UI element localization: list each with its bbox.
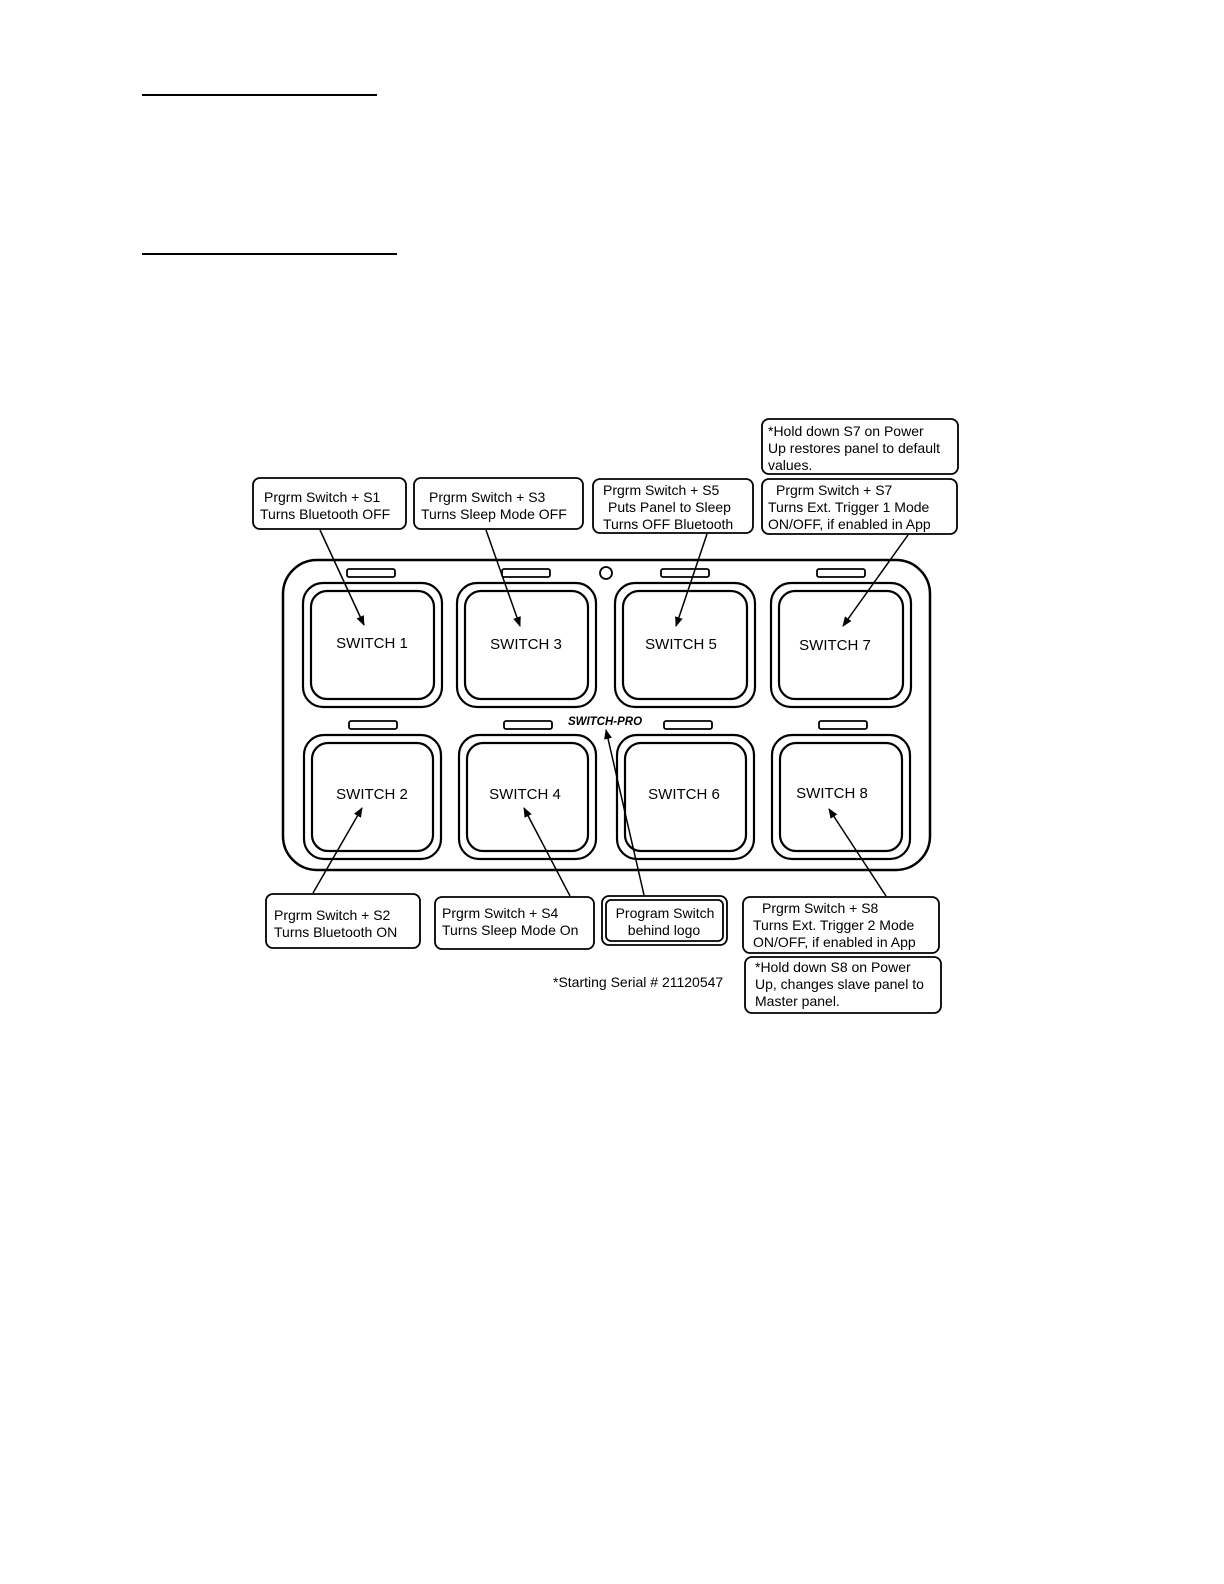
callout-s7-note — [762, 419, 958, 474]
switch-7[interactable] — [771, 583, 911, 707]
svg-text:Prgrm Switch + S7Turns Ext. Tr: Prgrm Switch + S7 Turns Ext. Trigger 1 Mode ON/OFF, if enabled in App — [768, 482, 931, 532]
svg-text:Prgrm Switch + S4Turns Sleep M: Prgrm Switch + S4 Turns Sleep Mode On — [442, 905, 579, 938]
switch-8[interactable] — [772, 735, 910, 859]
svg-text:Prgrm Switch + S5Puts Panel to: Prgrm Switch + S5 Puts Panel to Sleep Turns OFF Bluetooth — [603, 482, 734, 532]
led-indicator-s1 — [347, 569, 395, 577]
switch-3-label: SWITCH 3 — [490, 636, 562, 653]
switch-6-label: SWITCH 6 — [648, 786, 720, 803]
switch-1[interactable] — [303, 583, 442, 707]
svg-text:Program Switchbehind logo: Program Switch behind logo — [615, 905, 715, 938]
switch-4-label: SWITCH 4 — [489, 786, 561, 803]
svg-text:Prgrm Switch + S8Turns Ext. Tr: Prgrm Switch + S8 Turns Ext. Trigger 2 Mode ON/OFF, if enabled in App — [753, 900, 916, 950]
switch-2[interactable] — [304, 735, 441, 859]
callout-s3 — [414, 478, 583, 529]
callout-program-switch — [602, 896, 727, 945]
led-indicator-s8 — [819, 721, 867, 729]
callout-s7 — [762, 479, 957, 534]
switch-2-label: SWITCH 2 — [336, 786, 408, 803]
svg-text:Prgrm Switch + S2Turns Bluetoo: Prgrm Switch + S2 Turns Bluetooth ON — [274, 907, 398, 940]
switch-1-label: SWITCH 1 — [336, 635, 408, 652]
svg-text:Prgrm Switch + S3Turns Sleep M: Prgrm Switch + S3 Turns Sleep Mode OFF — [421, 489, 567, 522]
switch-4[interactable] — [459, 735, 596, 859]
callout-s8 — [743, 897, 939, 953]
callout-s8-note — [745, 957, 941, 1013]
switch-5-label: SWITCH 5 — [645, 636, 717, 653]
svg-text:Prgrm Switch + S1Turns Bluetoo: Prgrm Switch + S1 Turns Bluetooth OFF — [260, 489, 391, 522]
led-indicator-s6 — [664, 721, 712, 729]
led-indicator-s4 — [504, 721, 552, 729]
led-indicator-s3 — [502, 569, 550, 577]
callout-s1 — [253, 478, 406, 529]
switch-8-label: SWITCH 8 — [796, 785, 868, 802]
svg-text:*Hold down S8 on PowerUp, chan: *Hold down S8 on Power Up, changes slave panel to Master panel. — [755, 959, 924, 1009]
switch-6[interactable] — [617, 735, 754, 859]
led-indicator-s2 — [349, 721, 397, 729]
led-indicator-s5 — [661, 569, 709, 577]
light-sensor-icon — [600, 567, 612, 579]
serial-note: *Starting Serial # 21120547 — [553, 974, 724, 990]
switch-pro-logo[interactable]: SWITCH-PRO — [567, 716, 643, 728]
callout-s2 — [266, 894, 420, 948]
callout-s4 — [435, 897, 594, 949]
led-indicator-s7 — [817, 569, 865, 577]
svg-text:*Hold down S7 on PowerUp resto: *Hold down S7 on Power Up restores panel to default values. — [768, 423, 940, 473]
switch-3[interactable] — [457, 583, 596, 707]
switch-7-label: SWITCH 7 — [799, 637, 871, 654]
callout-s5 — [593, 479, 753, 533]
